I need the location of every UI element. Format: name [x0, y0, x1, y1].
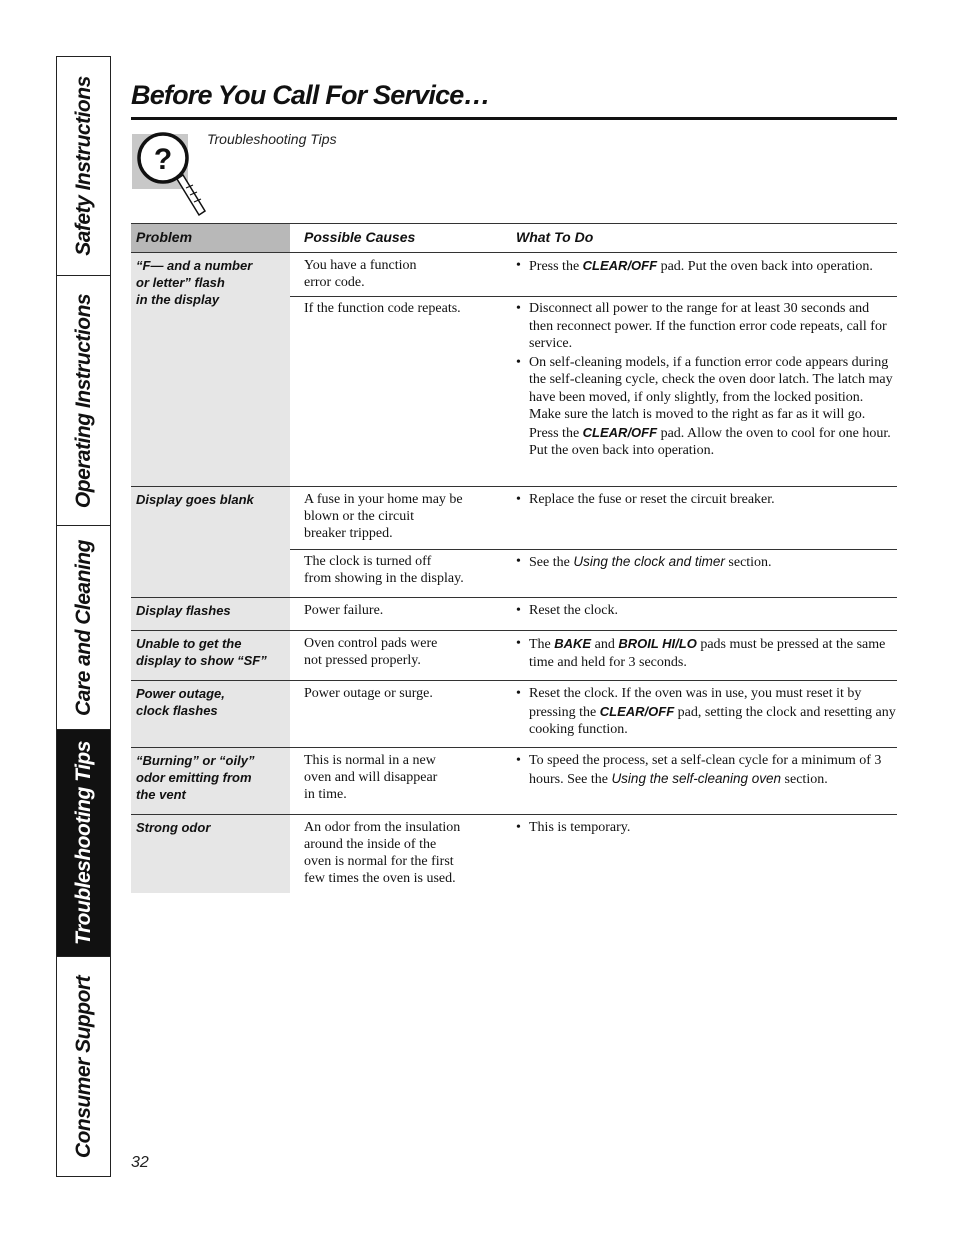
what-to-do: [516, 602, 896, 621]
cause-text: Power outage or surge.: [304, 686, 433, 701]
problem-text: Strong odor: [136, 820, 211, 835]
bullet: •: [516, 686, 521, 701]
what-to-do: [516, 300, 896, 461]
problem-text: Unable to get the display to show “SF”: [136, 636, 267, 668]
bullet: •: [516, 492, 521, 507]
control-pad-name: BAKE: [554, 636, 592, 651]
control-pad-name: CLEAR/OFF: [599, 703, 675, 719]
table-row: [131, 487, 897, 598]
todo-item: [516, 553, 896, 572]
bullet: •: [516, 554, 521, 569]
todo-item: [516, 300, 896, 353]
cause-text: You have a function error code.: [304, 258, 417, 290]
tab-label: Consumer Support: [71, 975, 95, 1158]
control-pad-name: CLEAR/OFF: [582, 258, 658, 273]
todo-text: The: [529, 637, 555, 652]
cause-text: An odor from the insulation around the inside of the oven is normal for the first few times the oven is used.: [304, 820, 461, 886]
todo-item: [516, 602, 896, 620]
problem-text: “Burning” or “oily” odor emitting from the vent: [136, 753, 255, 802]
tab-safety-instructions[interactable]: [57, 57, 110, 276]
section-reference: Using the self-cleaning oven: [611, 770, 782, 786]
problem-text: Display goes blank: [136, 492, 254, 507]
problem-text: “F— and a number or letter” flash in the display: [136, 258, 253, 307]
header-possible-causes: Possible Causes: [304, 229, 416, 245]
todo-item: [516, 257, 896, 276]
cause-text: This is normal in a new oven and will disappear in time.: [304, 753, 438, 802]
todo-text: pad. Allow the oven to cool for one hour. Put the oven back into operation.: [529, 425, 891, 458]
tab-label: Troubleshooting Tips: [71, 741, 95, 945]
tab-care-and-cleaning[interactable]: [57, 526, 110, 730]
what-to-do: [516, 553, 896, 573]
control-pad-name: CLEAR/OFF: [582, 424, 658, 440]
todo-text: On self-cleaning models, if a function error code appears during the self-cleaning cycle, check the oven door latch. The latch may have been moved, if only slightly, from the locked position. Make sure the latch is moved to the right as far as it will go. Press the: [529, 354, 893, 441]
cause-text: Power failure.: [304, 603, 384, 618]
cause-text: Oven control pads were not pressed properly.: [304, 636, 438, 668]
tab-label: Care and Cleaning: [71, 539, 95, 716]
todo-item: [516, 819, 896, 837]
bullet: •: [516, 603, 521, 618]
todo-item: [516, 685, 896, 739]
table-row: [131, 631, 897, 681]
bullet: •: [516, 636, 521, 651]
table-row: [131, 815, 897, 893]
what-to-do: [516, 819, 896, 838]
todo-text: pads must be pressed at the same time and held for 3 seconds.: [529, 637, 886, 670]
what-to-do: [516, 752, 896, 789]
todo-text: Reset the clock.: [529, 603, 619, 618]
todo-item: [516, 635, 896, 671]
what-to-do: [516, 685, 896, 740]
table-row: [131, 253, 897, 487]
header-what-to-do: What To Do: [516, 229, 594, 245]
bullet: •: [516, 753, 521, 768]
todo-text: Disconnect all power to the range for at least 30 seconds and then reconnect power. If the function error code repeats, call for service.: [529, 301, 887, 351]
section-reference: Using the clock and timer: [573, 554, 725, 569]
tab-troubleshooting-tips[interactable]: [57, 730, 110, 957]
control-pad-name: BROIL HI/LO: [618, 636, 697, 651]
what-to-do: [516, 635, 896, 672]
troubleshooting-table: [131, 223, 897, 893]
problem-text: Display flashes: [136, 603, 231, 618]
cause-text: A fuse in your home may be blown or the circuit breaker tripped.: [304, 492, 463, 541]
table-header: [131, 223, 897, 253]
header-problem: Problem: [136, 229, 193, 245]
cause-text: If the function code repeats.: [304, 301, 461, 316]
problem-text: Power outage, clock flashes: [136, 686, 225, 718]
todo-text: and: [591, 637, 619, 652]
question-magnifier-icon: [131, 131, 211, 221]
svg-text:?: ?: [153, 143, 173, 176]
page-number: 32: [131, 1154, 149, 1171]
todo-text: Reset the clock. If the oven was in use, you must reset it by pressing the: [529, 686, 862, 720]
bullet: •: [516, 354, 521, 370]
todo-text: See the: [529, 555, 574, 570]
todo-text: pad, setting the clock and resetting any cooking function.: [529, 704, 896, 737]
table-row: [131, 748, 897, 815]
table-row: [131, 598, 897, 631]
todo-text: section.: [781, 771, 828, 787]
todo-item: [516, 354, 896, 460]
bullet: •: [516, 301, 521, 316]
todo-item: [516, 491, 896, 509]
tab-consumer-support[interactable]: [57, 957, 110, 1176]
tab-label: Safety Instructions: [71, 76, 95, 256]
todo-text: pad. Put the oven back into operation.: [657, 259, 873, 274]
tab-operating-instructions[interactable]: [57, 276, 110, 526]
todo-text: To speed the process, set a self-clean cycle for a minimum of 3 hours. See the: [529, 753, 882, 787]
bullet: •: [516, 820, 521, 835]
todo-text: section.: [724, 555, 772, 570]
todo-item: [516, 752, 896, 788]
title-rule: [131, 117, 897, 120]
cause-text: The clock is turned off from showing in the display.: [304, 554, 464, 586]
what-to-do: [516, 257, 896, 277]
todo-text: Press the: [529, 259, 583, 274]
section-tabs: [56, 56, 111, 1177]
todo-text: Replace the fuse or reset the circuit breaker.: [529, 492, 775, 507]
section-subtitle: Troubleshooting Tips: [207, 131, 337, 147]
bullet: •: [516, 258, 521, 273]
what-to-do: [516, 491, 896, 510]
page-title: Before You Call For Service…: [131, 80, 490, 110]
tab-label: Operating Instructions: [71, 293, 95, 508]
table-row: [131, 681, 897, 748]
todo-text: This is temporary.: [529, 820, 631, 835]
